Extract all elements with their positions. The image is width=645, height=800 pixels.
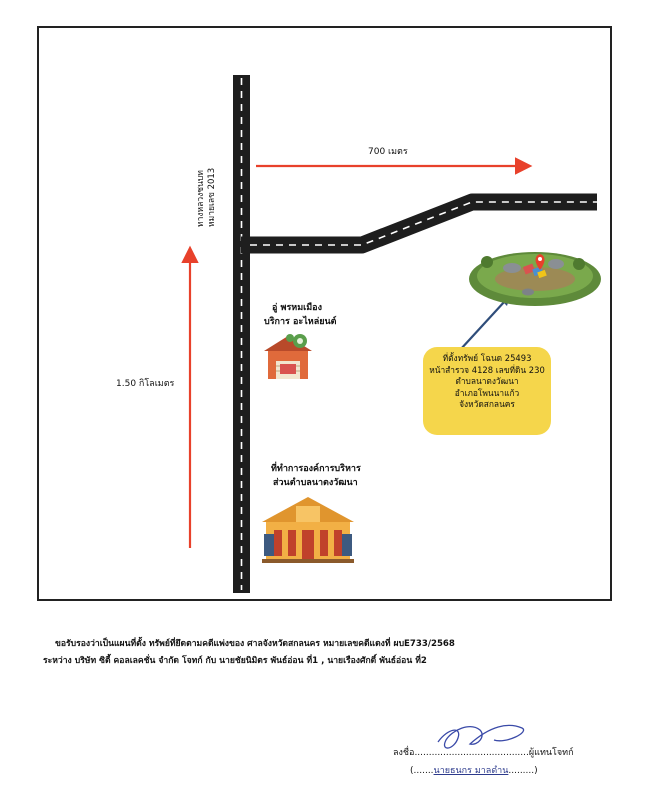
property-line2: หน้าสำรวจ 4128 เลขที่ดิน 230 — [429, 364, 545, 375]
property-callout — [423, 347, 551, 435]
property-pointer-arrow — [460, 301, 505, 350]
government-office-icon — [262, 497, 354, 563]
signer-name-line — [410, 763, 538, 777]
garage-label-line2: บริการ อะไหล่ยนต์ — [264, 317, 337, 327]
land-plot-icon — [469, 252, 601, 306]
road-label — [196, 168, 218, 227]
horizontal-distance-label: 700 เมตร — [368, 147, 408, 157]
signature-role: ผู้แทนโจทก์ — [528, 748, 574, 758]
road-label-line1: ทางหลวงชนบท — [196, 170, 206, 227]
signature-prefix: ลงชื่อ — [393, 748, 415, 758]
vertical-distance-label: 1.50 กิโลเมตร — [116, 379, 175, 389]
certification-line1: ขอรับรองว่าเป็นแผนที่ตั้ง ทรัพย์ที่ยึดตามคดีแพ่งของ ศาลจังหวัดสกลนคร หมายเลขคดีแดงที่ ผบE733/2568 — [55, 639, 455, 649]
certification-line2: ระหว่าง บริษัท ซิตี้ คอลเลคชั่น จำกัด โจทก์ กับ นายชัยนิมิตร พันธ์อ่อน ที่1 , นายเรืองศักดิ์ พันธ์อ่อน ที่2 — [43, 656, 427, 666]
signature-dots: ........................................ — [414, 748, 529, 758]
property-line5: จังหวัดสกลนคร — [459, 399, 515, 409]
garage-label-line1: อู่ พรหมเมือง — [272, 303, 322, 313]
property-line1: ที่ตั้งทรัพย์ โฉนด 25493 — [442, 353, 532, 363]
signer-name-open: (....... — [410, 766, 434, 776]
signature-line — [393, 745, 574, 759]
property-line4: อำเภอโพนนาแก้ว — [454, 387, 520, 398]
signer-name: นายธนกร มาลดำน — [433, 766, 509, 776]
office-label-line1: ที่ทำการองค์การบริหาร — [271, 464, 361, 474]
property-line3: ตำบลนาตงวัฒนา — [455, 376, 519, 386]
signer-name-close: .........) — [508, 766, 538, 776]
office-label-line2: ส่วนตำบลนาตงวัฒนา — [273, 478, 358, 488]
garage-icon — [264, 334, 312, 379]
road-label-line2: หมายเลข 2013 — [207, 167, 217, 227]
main-road — [233, 75, 250, 593]
branch-road — [241, 202, 597, 245]
